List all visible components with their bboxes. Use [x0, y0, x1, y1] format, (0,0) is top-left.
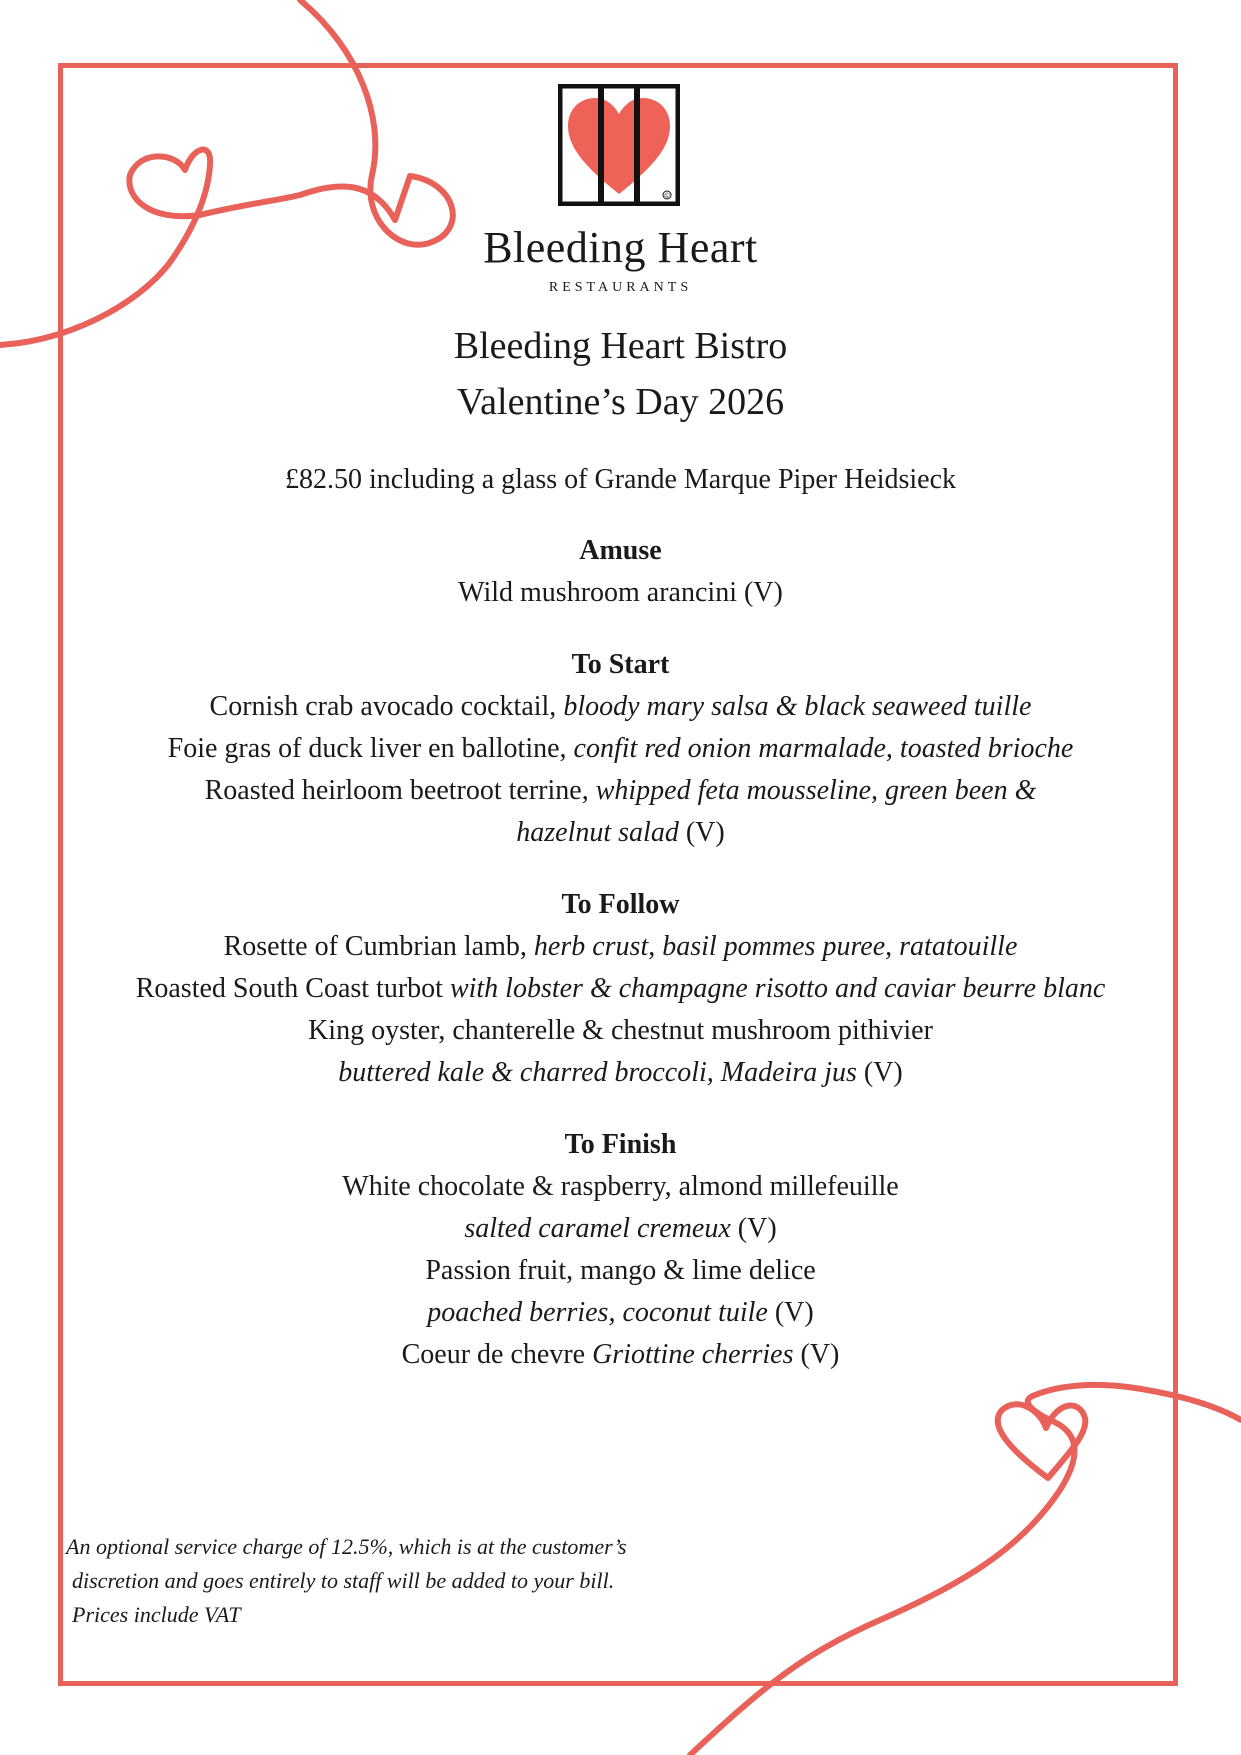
service-charge-note — [66, 1530, 766, 1632]
section-to-follow — [70, 884, 1171, 1094]
dietary-mark: (V) — [730, 1213, 777, 1244]
section-amuse — [70, 530, 1171, 614]
dish-line — [70, 1052, 1171, 1094]
section-title: To Finish — [564, 1129, 677, 1160]
footnote-line: An optional service charge of 12.5%, which is at the customer’s — [66, 1534, 627, 1559]
dish-detail: whipped feta mousseline, green been & — [595, 775, 1037, 806]
dish-detail: poached berries, coconut tuile — [427, 1297, 768, 1328]
section-title: To Follow — [561, 889, 680, 920]
footnote-line: discretion and goes entirely to staff will be added to your bill. — [72, 1568, 615, 1593]
dish-line — [70, 968, 1171, 1010]
dish-name: Roasted heirloom beetroot terrine, — [204, 775, 596, 806]
menu-price: £82.50 including a glass of Grande Marque Piper Heidsieck — [284, 464, 957, 495]
dish-detail: salted caramel cremeux — [464, 1213, 731, 1244]
dish-name: Roasted South Coast turbot — [135, 973, 450, 1004]
dish-detail: hazelnut salad — [516, 817, 679, 848]
dish-line: King oyster, chanterelle & chestnut mushroom pithivier — [308, 1015, 933, 1046]
dish-detail: Griottine cherries — [592, 1339, 794, 1370]
dish-name: Coeur de chevre — [401, 1339, 593, 1370]
dish-name: Cornish crab avocado cocktail, — [209, 691, 564, 722]
dish-line — [70, 686, 1171, 728]
dietary-mark: (V) — [793, 1339, 840, 1370]
dish-line — [70, 1292, 1171, 1334]
dish-line — [70, 812, 1171, 854]
copyright-mark: © — [664, 193, 670, 200]
bleeding-heart-logo — [558, 84, 680, 206]
dish-detail: bloody mary salsa & black seaweed tuille — [563, 691, 1032, 722]
section-title: To Start — [571, 649, 670, 680]
dish-line — [70, 1334, 1171, 1376]
dietary-mark: (V) — [856, 1057, 903, 1088]
dish-detail: with lobster & champagne risotto and caviar beurre blanc — [449, 973, 1106, 1004]
menu-subtitle: Valentine’s Day 2026 — [456, 381, 785, 423]
section-title: Amuse — [579, 535, 662, 566]
dish-detail: buttered kale & charred broccoli, Madeira jus — [338, 1057, 857, 1088]
section-to-start — [70, 644, 1171, 854]
menu-content — [70, 318, 1171, 1376]
section-to-finish — [70, 1124, 1171, 1376]
dish-line: Passion fruit, mango & lime delice — [425, 1255, 816, 1286]
dietary-mark: (V) — [767, 1297, 814, 1328]
dish-line: Wild mushroom arancini (V) — [458, 577, 783, 608]
footnote-line: Prices include VAT — [72, 1602, 241, 1627]
heart-icon — [568, 98, 670, 194]
dish-detail: herb crust, basil pommes puree, ratatouille — [533, 931, 1018, 962]
dish-line — [70, 926, 1171, 968]
dish-line — [70, 770, 1171, 812]
dish-detail: confit red onion marmalade, toasted brioche — [573, 733, 1074, 764]
dish-line — [70, 728, 1171, 770]
dish-name: Rosette of Cumbrian lamb, — [223, 931, 534, 962]
dish-line — [70, 1208, 1171, 1250]
menu-title: Bleeding Heart Bistro — [453, 325, 788, 367]
dish-name: Foie gras of duck liver en ballotine, — [167, 733, 574, 764]
dish-line: White chocolate & raspberry, almond millefeuille — [342, 1171, 899, 1202]
brand-name: Bleeding Heart — [483, 223, 758, 272]
brand-tagline: RESTAURANTS — [548, 280, 693, 295]
dietary-mark: (V) — [678, 817, 725, 848]
